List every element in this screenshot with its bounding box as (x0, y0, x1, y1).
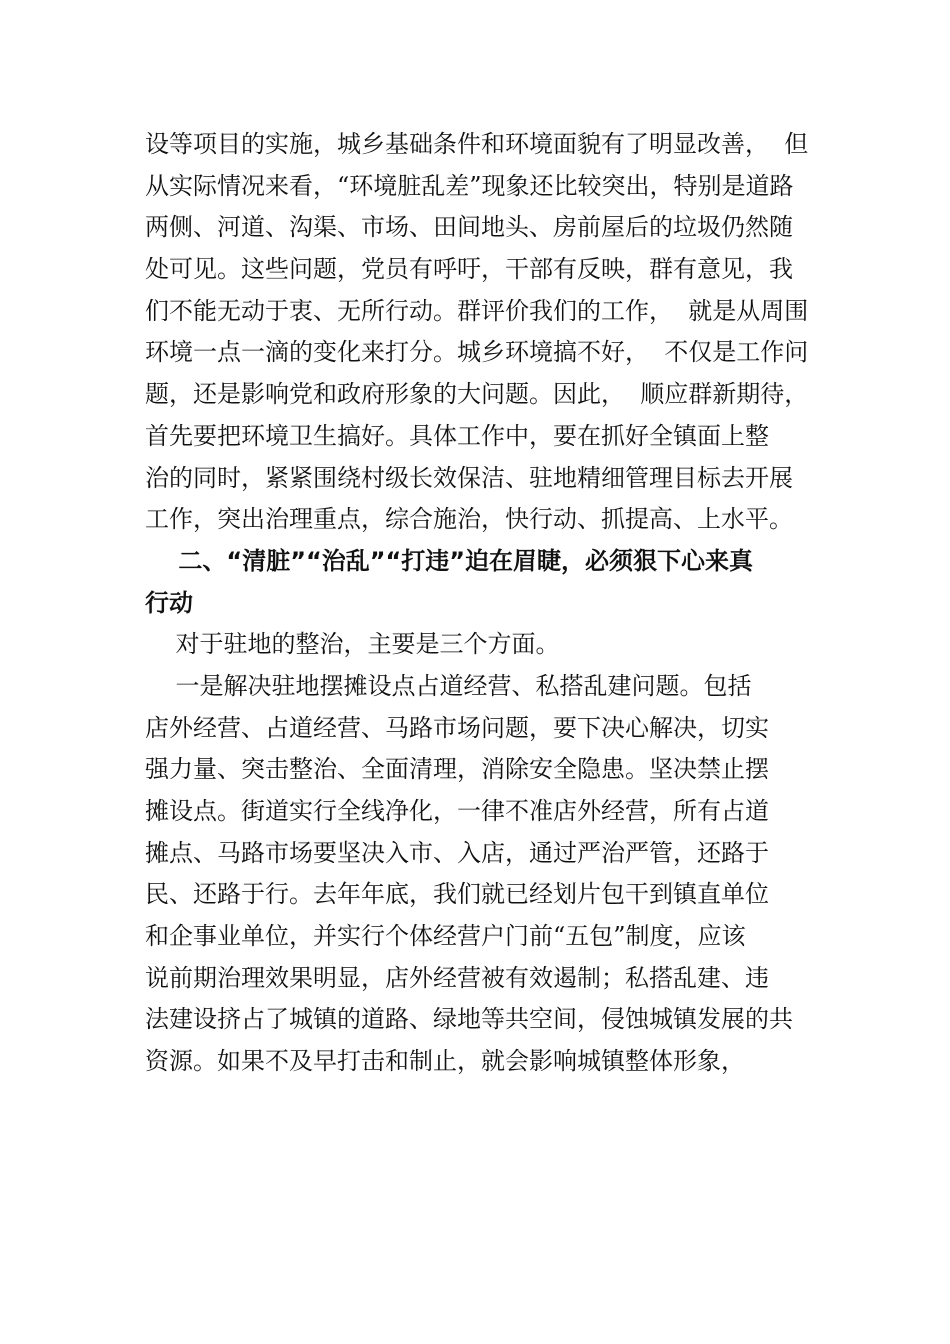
document-body (145, 124, 825, 1083)
body-line-2: 从实际情况来看，“环境脏乱差”现象还比较突出，特别是道路 (145, 171, 794, 200)
section-heading: 二、“清脏”“治乱”“打违”迫在眉睫，必须狠下心来真 (145, 546, 754, 575)
body-line-21: 说前期治理效果明显，店外经营被有效遏制；私搭乱建、违 (145, 963, 769, 992)
section-heading-continued: 行动 (145, 588, 193, 617)
body-line-20: 和企事业单位，并实行个体经营户门前“五包”制度，应该 (145, 922, 746, 951)
body-line-6: 环境一点一滴的变化来打分。城乡环境搞不好， 不仅是工作问 (145, 338, 809, 367)
body-line-5: 们不能无动于衷、无所行动。群评价我们的工作， 就是从周围 (145, 296, 809, 325)
body-line-23: 资源。如果不及早打击和制止，就会影响城镇整体形象， (145, 1047, 745, 1076)
body-line-17: 摊设点。街道实行全线净化，一律不准店外经营，所有占道 (145, 797, 769, 825)
body-line-3: 两侧、河道、沟渠、市场、田间地头、房前屋后的垃圾仍然随 (145, 213, 793, 242)
body-line-14: 一是解决驻地摆摊设点占道经营、私搭乱建问题。包括 (145, 671, 752, 700)
body-line-9: 治的同时，紧紧围绕村级长效保洁、驻地精细管理目标去开展 (145, 463, 793, 492)
body-line-18: 摊点、马路市场要坚决入市、入店，通过严治严管，还路于 (145, 838, 769, 867)
body-line-10: 工作，突出治理重点，综合施治，快行动、抓提高、上水平。 (145, 505, 793, 534)
body-line-7: 题，还是影响党和政府形象的大问题。因此， 顺应群新期待， (145, 380, 809, 409)
body-line-4: 处可见。这些问题，党员有呼吁，干部有反映，群有意见，我 (145, 255, 793, 284)
body-line-8: 首先要把环境卫生搞好。具体工作中，要在抓好全镇面上整 (145, 421, 769, 450)
body-line-22: 法建设挤占了城镇的道路、绿地等共空间，侵蚀城镇发展的共 (145, 1005, 793, 1034)
body-line-15: 店外经营、占道经营、马路市场问题，要下决心解决，切实 (145, 713, 769, 742)
body-line-16: 强力量、突击整治、全面清理，消除安全隐患。坚决禁止摆 (145, 755, 769, 784)
body-line-19: 民、还路于行。去年年底，我们就已经划片包干到镇直单位 (145, 880, 769, 909)
body-line-13: 对于驻地的整治，主要是三个方面。 (145, 630, 560, 659)
body-line-1: 设等项目的实施，城乡基础条件和环境面貌有了明显改善， 但 (145, 130, 809, 158)
